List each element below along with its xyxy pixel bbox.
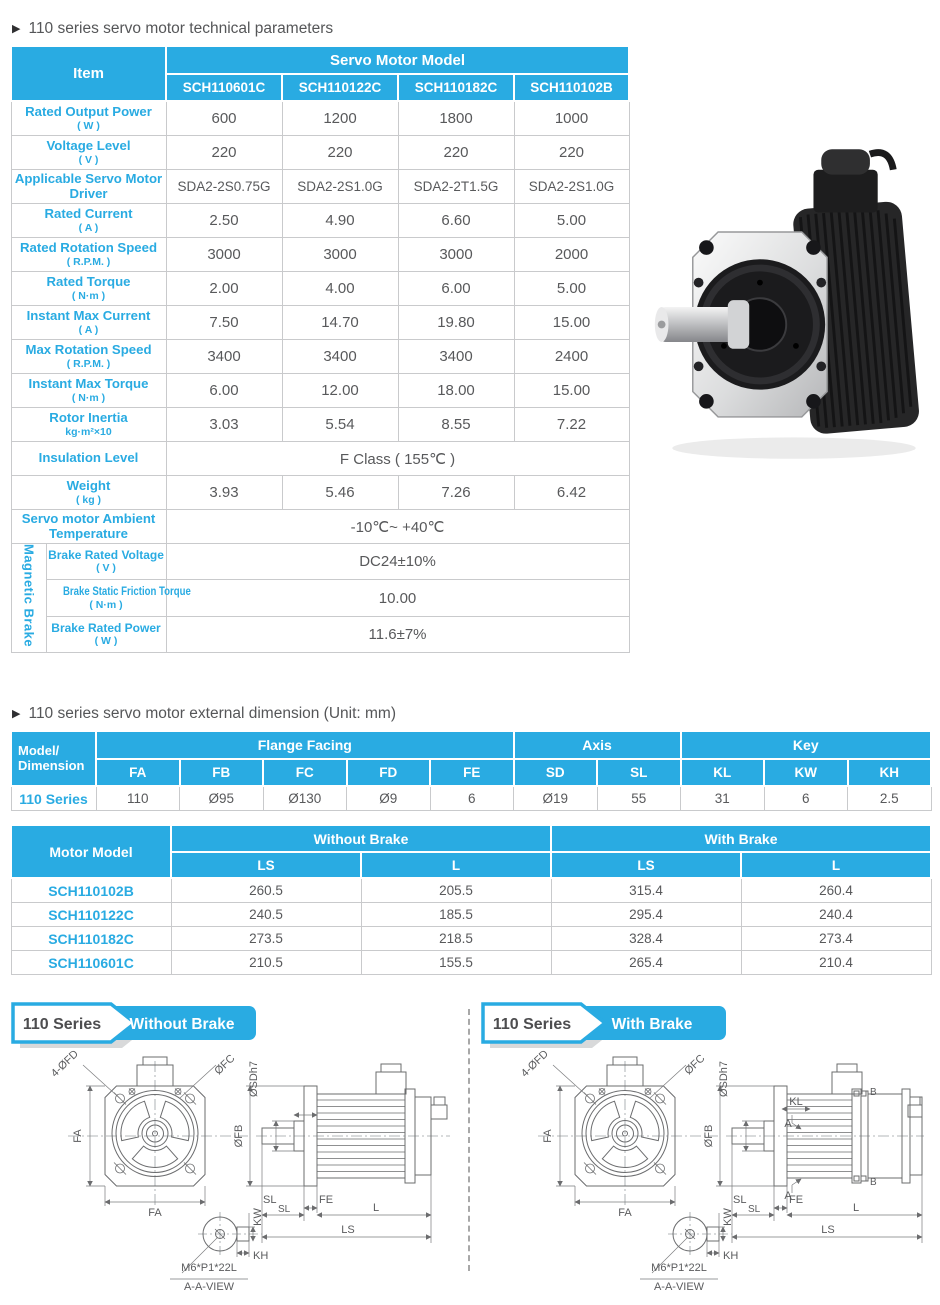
dim-value: 31 (681, 786, 765, 811)
column-header: KW (764, 759, 848, 786)
dim-label-fa-bottom: FA (618, 1207, 632, 1220)
table-row (11, 46, 629, 74)
column-header: LS (551, 852, 741, 878)
param-value: 6.00 (166, 374, 282, 408)
table-row (11, 272, 629, 306)
param-label: Rated Torque ( N·m ) (11, 272, 166, 306)
column-header: FB (180, 759, 264, 786)
dim-label-fa-left: FA (542, 1129, 554, 1143)
param-value: 5.00 (514, 272, 629, 306)
model-name: SCH110122C (11, 903, 171, 927)
param-value: DC24±10% (166, 544, 629, 580)
length-value: 315.4 (551, 878, 741, 903)
brake-length-table (10, 824, 932, 975)
column-header: FE (430, 759, 514, 786)
column-header: FD (347, 759, 431, 786)
series-badge-label: 110 Series (22, 1016, 102, 1034)
technical-parameters-table (10, 45, 630, 653)
param-value: 6.00 (398, 272, 514, 306)
param-label: Instant Max Torque ( N·m ) (11, 374, 166, 408)
length-value: 205.5 (361, 878, 551, 903)
dim-value: Ø95 (180, 786, 264, 811)
section1-title-text: 110 series servo motor technical parameters (28, 20, 334, 37)
length-value: 240.4 (741, 903, 931, 927)
param-value: 19.80 (398, 306, 514, 340)
param-label: Max Rotation Speed ( R.P.M. ) (11, 340, 166, 374)
param-value: 14.70 (282, 306, 398, 340)
dim-label-kw: KW (252, 1208, 264, 1226)
section-mark-b-bottom: B (870, 1177, 877, 1189)
table-row (11, 759, 931, 786)
param-label: Instant Max Current ( A ) (11, 306, 166, 340)
leader-label-flange-circle: ØFC (682, 1052, 708, 1078)
param-value: 10.00 (166, 580, 629, 616)
column-header: L (361, 852, 551, 878)
table-row (11, 903, 931, 927)
table-row (11, 544, 629, 580)
length-value: 328.4 (551, 927, 741, 951)
param-value: 11.6±7% (166, 616, 629, 652)
param-value: 3000 (166, 238, 282, 272)
with-brake-badge (480, 1001, 730, 1051)
table-row (11, 238, 629, 272)
param-value: -10℃~ +40℃ (166, 510, 629, 544)
table-row (11, 927, 931, 951)
column-header: SL (597, 759, 681, 786)
param-value: 3400 (282, 340, 398, 374)
column-group-with-brake: With Brake (551, 825, 931, 852)
dim-label-shaft: ØSDh7 (718, 1061, 730, 1098)
model-name: SCH110182C (11, 927, 171, 951)
column-header-model: SCH110601C (166, 74, 282, 101)
column-header-motor-model: Motor Model (11, 825, 171, 878)
dim-label-l: L (852, 1202, 860, 1215)
param-label: Rated Current ( A ) (11, 204, 166, 238)
param-label: Voltage Level ( V ) (11, 136, 166, 170)
table-row (11, 204, 629, 238)
dim-label-fe: FE (789, 1194, 804, 1207)
param-value: 3400 (398, 340, 514, 374)
section2-title (12, 705, 930, 723)
param-label: Rated Rotation Speed ( R.P.M. ) (11, 238, 166, 272)
column-header-servo-motor-model: Servo Motor Model (166, 46, 629, 74)
param-value: 7.22 (514, 408, 629, 442)
panel-divider (468, 1009, 470, 1271)
column-group-axis: Axis (514, 731, 681, 759)
section2-title-text: 110 series servo motor external dimension (Unit: mm) (28, 705, 397, 723)
param-value: 4.00 (282, 272, 398, 306)
param-value: 6.60 (398, 204, 514, 238)
table-row (11, 825, 931, 852)
param-label: Rotor Inertia kg·m²×10 (11, 408, 166, 442)
column-group-key: Key (681, 731, 932, 759)
with-brake-panel (480, 1001, 927, 1305)
dim-label-l: L (372, 1202, 380, 1215)
param-value: 220 (514, 136, 629, 170)
dim-label-fa-left: FA (72, 1129, 84, 1143)
variant-badge-label: With Brake (611, 1016, 693, 1034)
dim-value: 55 (597, 786, 681, 811)
param-value: 12.00 (282, 374, 398, 408)
leader-label-bolt-holes: 4-ØFD (518, 1048, 551, 1080)
param-value: 3.03 (166, 408, 282, 442)
param-label: Brake Rated Voltage ( V ) (46, 544, 166, 580)
param-value: 6.42 (514, 476, 629, 510)
column-group-without-brake: Without Brake (171, 825, 551, 852)
table-row (11, 136, 629, 170)
param-value: 4.90 (282, 204, 398, 238)
length-value: 273.4 (741, 927, 931, 951)
servo-motor-photo (648, 140, 940, 470)
section-mark-b-top: B (870, 1087, 877, 1099)
column-header-model: SCH110102B (514, 74, 629, 101)
drawing-labels (49, 1048, 379, 1293)
column-header: LS (171, 852, 361, 878)
without-brake-badge (10, 1001, 260, 1051)
dim-label-ls: LS (821, 1224, 835, 1237)
column-header-model: SCH110182C (398, 74, 514, 101)
param-value: 3.93 (166, 476, 282, 510)
param-value: 3000 (282, 238, 398, 272)
section1-title (12, 20, 930, 38)
param-value: 1800 (398, 101, 514, 136)
dimension-lines (553, 1065, 922, 1243)
length-value: 260.5 (171, 878, 361, 903)
param-value: 2.00 (166, 272, 282, 306)
param-value: 5.54 (282, 408, 398, 442)
column-header: KL (681, 759, 765, 786)
dim-label-sl: SL (733, 1194, 747, 1207)
variant-badge-label: Without Brake (129, 1016, 235, 1034)
dim-label-fe: FE (319, 1194, 334, 1207)
dim-value: 110 (96, 786, 180, 811)
param-value: 2000 (514, 238, 629, 272)
table-row (11, 878, 931, 903)
length-value: 210.4 (741, 951, 931, 975)
motor-shaft (655, 300, 749, 349)
dim-value: Ø130 (263, 786, 347, 811)
param-value: SDA2-2S0.75G (166, 170, 282, 204)
param-value: SDA2-2S1.0G (282, 170, 398, 204)
length-value: 295.4 (551, 903, 741, 927)
leader-label-flange-circle: ØFC (212, 1052, 238, 1078)
length-value: 265.4 (551, 951, 741, 975)
param-value: 5.46 (282, 476, 398, 510)
dim-value: 6 (764, 786, 848, 811)
column-group-flange-facing: Flange Facing (96, 731, 514, 759)
param-value: 3000 (398, 238, 514, 272)
length-value: 155.5 (361, 951, 551, 975)
dim-value: Ø19 (514, 786, 598, 811)
column-header: L (741, 852, 931, 878)
param-value: 220 (398, 136, 514, 170)
param-value: F Class ( 155℃ ) (166, 442, 629, 476)
side-view (732, 1064, 922, 1189)
param-label: Weight ( kg ) (11, 476, 166, 510)
param-label: Applicable Servo Motor Driver (11, 170, 166, 204)
thread-spec-label: M6*P1*22L (651, 1262, 707, 1275)
table-row (11, 510, 629, 544)
dim-label-sl: SL (263, 1194, 277, 1207)
dim-label-sl-2: SL (278, 1204, 291, 1216)
column-header: FC (263, 759, 347, 786)
dim-value: 6 (430, 786, 514, 811)
dim-value: 2.5 (848, 786, 932, 811)
table-row (11, 616, 629, 652)
length-value: 273.5 (171, 927, 361, 951)
table-row (11, 340, 629, 374)
column-header: FA (96, 759, 180, 786)
without-brake-panel (10, 1001, 457, 1305)
photo-shadow (672, 437, 915, 458)
param-label: Servo motor Ambient Temperature (11, 510, 166, 544)
series-label: 110 Series (11, 786, 96, 811)
param-value: 15.00 (514, 306, 629, 340)
section-mark-a-top: A (784, 1118, 792, 1131)
dim-label-kl: KL (789, 1096, 803, 1109)
dim-label-shaft: ØSDh7 (248, 1061, 260, 1098)
dimension-drawings (10, 1001, 930, 1305)
param-value: 3400 (166, 340, 282, 374)
dim-label-ls: LS (341, 1224, 355, 1237)
dim-label-sl-2: SL (748, 1204, 761, 1216)
without-brake-drawing (10, 1048, 457, 1305)
external-dimension-table (10, 730, 932, 811)
table-row (11, 476, 629, 510)
model-name: SCH110601C (11, 951, 171, 975)
magnetic-brake-group-label: Magnetic Brake (11, 544, 46, 653)
param-value: 220 (282, 136, 398, 170)
param-value: 8.55 (398, 408, 514, 442)
dim-label-fb: ØFB (703, 1124, 715, 1148)
dim-value: Ø9 (347, 786, 431, 811)
length-value: 218.5 (361, 927, 551, 951)
dim-label-kh: KH (723, 1250, 739, 1263)
param-value: 2400 (514, 340, 629, 374)
thread-spec-label: M6*P1*22L (181, 1262, 237, 1275)
param-value: 15.00 (514, 374, 629, 408)
length-value: 260.4 (741, 878, 931, 903)
column-header-item: Item (11, 46, 166, 101)
aa-view-caption: A-A-VIEW (183, 1281, 235, 1294)
param-value: 7.50 (166, 306, 282, 340)
dim-label-fa-bottom: FA (148, 1207, 162, 1220)
table-row (11, 408, 629, 442)
series-badge-label: 110 Series (492, 1016, 572, 1034)
with-brake-drawing (480, 1048, 927, 1305)
side-view (262, 1064, 447, 1186)
param-value: SDA2-2S1.0G (514, 170, 629, 204)
table-row (11, 306, 629, 340)
leader-label-bolt-holes: 4-ØFD (48, 1048, 81, 1080)
length-value: 210.5 (171, 951, 361, 975)
drawing-labels (519, 1048, 877, 1293)
table-row (11, 580, 629, 616)
param-value: 5.00 (514, 204, 629, 238)
param-value: 220 (166, 136, 282, 170)
table-row (11, 170, 629, 204)
param-value: 2.50 (166, 204, 282, 238)
triangle-bullet-icon: ▶ (12, 22, 21, 35)
column-header-model: SCH110122C (282, 74, 398, 101)
length-value: 240.5 (171, 903, 361, 927)
param-value: 600 (166, 101, 282, 136)
section-mark-a-bottom: A (784, 1190, 792, 1203)
dim-label-kh: KH (253, 1250, 269, 1263)
column-header: KH (848, 759, 932, 786)
aa-view-caption: A-A-VIEW (653, 1281, 705, 1294)
param-value: 18.00 (398, 374, 514, 408)
column-header: SD (514, 759, 598, 786)
model-name: SCH110102B (11, 878, 171, 903)
length-value: 185.5 (361, 903, 551, 927)
param-label: Brake Rated Power ( W ) (46, 616, 166, 652)
table-row (11, 731, 931, 759)
param-label: Brake Static Friction Torque ( N·m ) (46, 580, 166, 616)
param-value: 1200 (282, 101, 398, 136)
table-row (11, 786, 931, 811)
column-header-model-dimension: Model/ Dimension (11, 731, 96, 786)
table-row (11, 374, 629, 408)
param-label: Rated Output Power ( W ) (11, 101, 166, 136)
dim-label-fb: ØFB (233, 1124, 245, 1148)
param-label: Insulation Level (11, 442, 166, 476)
table-row (11, 442, 629, 476)
triangle-bullet-icon: ▶ (12, 707, 21, 720)
param-value: 1000 (514, 101, 629, 136)
table-row (11, 951, 931, 975)
table-row (11, 101, 629, 136)
param-value: SDA2-2T1.5G (398, 170, 514, 204)
param-value: 7.26 (398, 476, 514, 510)
dim-label-kw: KW (722, 1208, 734, 1226)
